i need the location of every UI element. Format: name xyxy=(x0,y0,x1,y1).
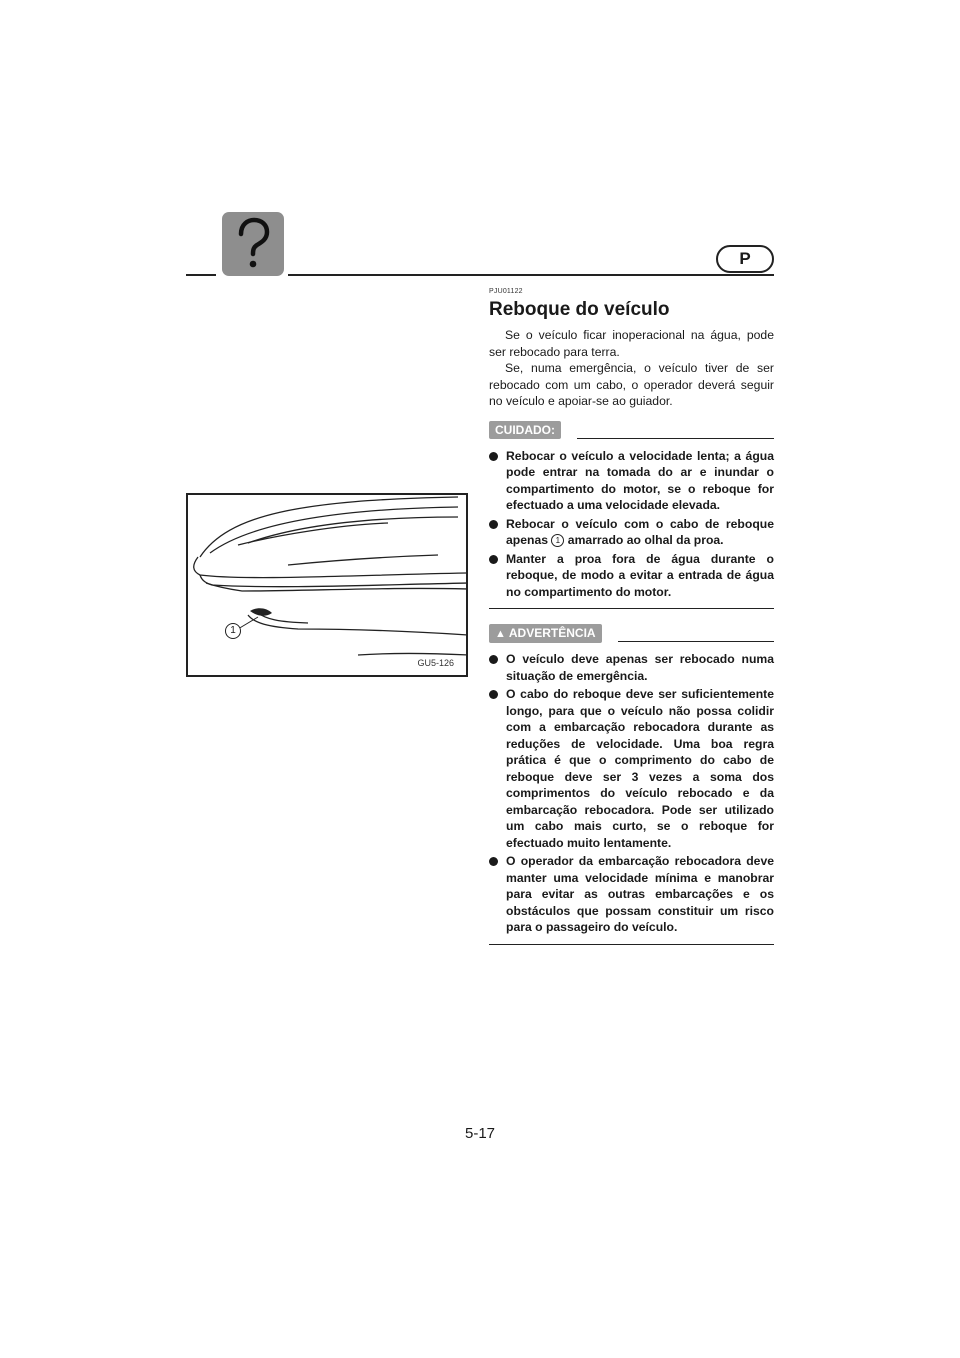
warning-header xyxy=(489,623,774,643)
warning-list xyxy=(489,651,774,936)
warning-item: O cabo do reboque deve ser suficientemente longo, para que o veículo não possa colidir com a embarcação rebocadora durante as reduções de velocidade. Uma boa regra prática é que o comprimento do cabo de reboque deve ser 3 vezes a soma dos comprimentos do veículo rebocado e da embarcação rebocadora. Pode ser utilizado um cabo mais curto, se o reboque for efectuado muito lentamente. xyxy=(489,686,774,851)
page-number: 5-17 xyxy=(464,1125,496,1142)
reference-number-1: 1 xyxy=(551,534,564,547)
warning-rule xyxy=(618,641,774,642)
bullet-icon xyxy=(489,452,498,461)
bullet-icon xyxy=(489,857,498,866)
header-rule-left xyxy=(186,274,216,276)
figure-code: GU5-126 xyxy=(417,658,454,668)
paragraph-2: Se, numa emergência, o veículo tiver de ser rebocado com um cabo, o operador deverá seguir no veículo e apoiar-se ao guiador. xyxy=(489,361,774,408)
caution-header xyxy=(489,420,774,440)
header-rule-right xyxy=(288,274,774,276)
bullet-icon xyxy=(489,655,498,664)
caution-list xyxy=(489,448,774,601)
figure-callout-1: 1 xyxy=(225,623,241,639)
warning-item: O veículo deve apenas ser rebocado numa situação de emergência. xyxy=(489,651,774,684)
towing-eye-illustration xyxy=(186,493,468,677)
text-column xyxy=(489,288,774,945)
bullet-icon xyxy=(489,690,498,699)
section-title: Reboque do veículo xyxy=(489,299,670,320)
bow-drawing xyxy=(188,495,468,677)
question-mark-icon xyxy=(222,212,284,276)
warning-label: ▲ ADVERTÊNCIA xyxy=(489,624,602,643)
caution-item: Rebocar o veículo a velocidade lenta; a água pode entrar na tomada do ar e inundar o compartimento do motor, se o reboque for efectuado a uma velocidade elevada. xyxy=(489,448,774,514)
warning-triangle-icon: ▲ xyxy=(495,627,506,640)
caution-rule xyxy=(577,438,774,439)
caution-item: Rebocar o veículo com o cabo de reboque apenas 1 amarrado ao olhal da proa. xyxy=(489,516,774,549)
warning-end-rule xyxy=(489,944,774,945)
paragraph-1: Se o veículo ficar inoperacional na água, pode ser rebocado para terra. xyxy=(489,328,774,359)
caution-label: CUIDADO: xyxy=(489,421,561,439)
warning-item: O operador da embarcação rebocadora deve manter uma velocidade mínima e manobrar para evitar as outras embarcações e os obstáculos que possam constituir um risco para o passageiro do veículo. xyxy=(489,853,774,936)
caution-item: Manter a proa fora de água durante o reboque, de modo a evitar a entrada de água no compartimento do motor. xyxy=(489,551,774,601)
bullet-icon xyxy=(489,520,498,529)
language-badge: P xyxy=(716,245,774,273)
caution-end-rule xyxy=(489,608,774,609)
section-ref-code: PJU01122 xyxy=(489,288,523,295)
bullet-icon xyxy=(489,555,498,564)
